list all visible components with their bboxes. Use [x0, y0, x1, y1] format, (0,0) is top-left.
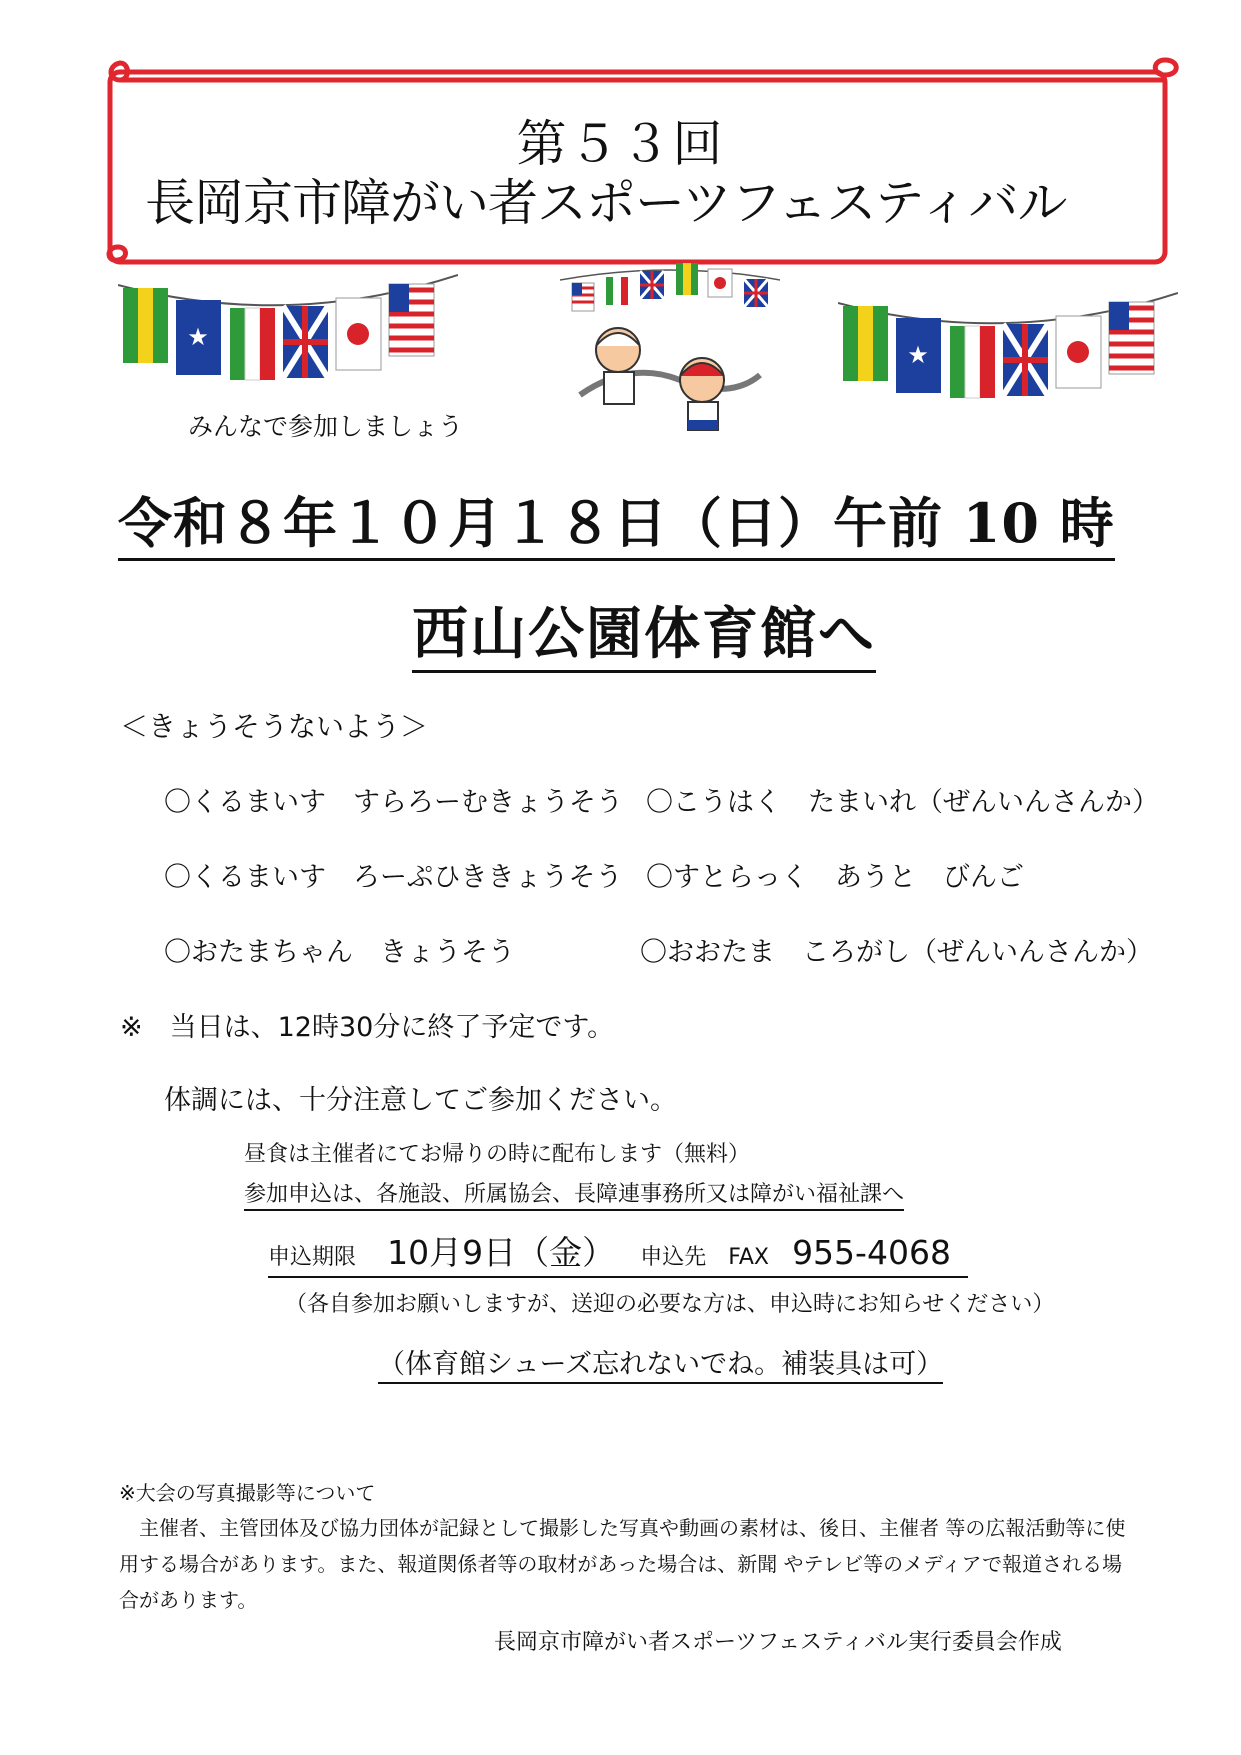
transport-note: （各自参加お願いしますが、送迎の必要な方は、申込時にお知らせください） [285, 1292, 1055, 1317]
uk-flag-icon [1003, 324, 1048, 396]
svg-text:★: ★ [187, 323, 209, 351]
page-title: 長岡京市障がい者スポーツフェスティバル [145, 174, 1067, 232]
australia-flag-icon [176, 300, 221, 375]
contact-label: 申込先 FAX [640, 1245, 769, 1270]
flag-bunting-right [838, 288, 1178, 408]
event-item: 〇こうはく たまいれ（ぜんいんさんか） [646, 787, 1159, 818]
shoes-note: （体育館シューズ忘れないでね。補装具は可） [378, 1342, 943, 1384]
usa-flag-icon [389, 284, 434, 356]
brazil-flag-icon [843, 306, 888, 381]
application-deadline-row [268, 1227, 968, 1278]
brazil-flag-icon [676, 263, 698, 295]
italy-flag-icon [230, 308, 275, 380]
usa-flag-icon [572, 283, 594, 311]
photo-notice-title: ※大会の写真撮影等について [119, 1481, 376, 1505]
title-edition: 第５３回 [516, 115, 725, 173]
usa-flag-icon [1109, 302, 1154, 374]
australia-flag-icon [896, 318, 941, 393]
events-heading: ＜きょうそうないよう＞ [120, 710, 429, 743]
lunch-note: 昼食は主催者にてお帰りの時に配布します（無料） [244, 1142, 751, 1167]
deadline-value: 10月9日（金） [387, 1233, 616, 1272]
event-date-time: 令和８年１０月１８日（日）午前 10 時 [118, 490, 1115, 561]
health-note: 体調には、十分注意してご参加ください。 [164, 1085, 677, 1116]
flag-bunting-left [118, 270, 458, 390]
event-item: 〇おたまちゃん きょうそう [164, 937, 515, 968]
svg-text:★: ★ [907, 341, 929, 369]
fax-number: 955-4068 [792, 1233, 951, 1272]
event-item: 〇くるまいす ろーぷひききょうそう [164, 862, 623, 893]
deadline-label: 申込期限 [268, 1245, 357, 1270]
brazil-flag-icon [123, 288, 168, 363]
application-where-note: 参加申込は、各施設、所属協会、長障連事務所又は障がい福祉課へ [244, 1177, 904, 1211]
photo-notice-body: 主催者、主管団体及び協力団体が記録として撮影した写真や動画の素材は、後日、主催者 等の広報活動等に使用する場合があります。また、報道関係者等の取材があった場合は、新聞 やテレビ等のメディアで報道される場合があります。 [119, 1516, 1126, 1612]
event-item: 〇すとらっく あうと びんご [646, 862, 1024, 893]
japan-flag-icon [336, 298, 381, 370]
flag-bunting-center [560, 255, 780, 315]
japan-flag-icon [1056, 316, 1101, 388]
event-item: 〇くるまいす すらろーむきょうそう [164, 787, 623, 818]
end-time-note: ※ 当日は、12時30分に終了予定です。 [120, 1012, 615, 1043]
japan-flag-icon [708, 269, 732, 297]
running-children-illustration [570, 320, 770, 445]
italy-flag-icon [950, 326, 995, 398]
organizer-signature: 長岡京市障がい者スポーツフェスティバル実行委員会作成 [494, 1630, 1062, 1655]
event-item: 〇おおたま ころがし（ぜんいんさんか） [640, 937, 1153, 968]
invitation-text: みんなで参加しましょう [188, 412, 464, 441]
uk-flag-icon [283, 306, 328, 378]
uk-flag-icon [744, 279, 768, 307]
event-venue: 西山公園体育館へ [412, 600, 876, 673]
uk-flag-icon [640, 271, 664, 299]
italy-flag-icon [606, 277, 628, 305]
